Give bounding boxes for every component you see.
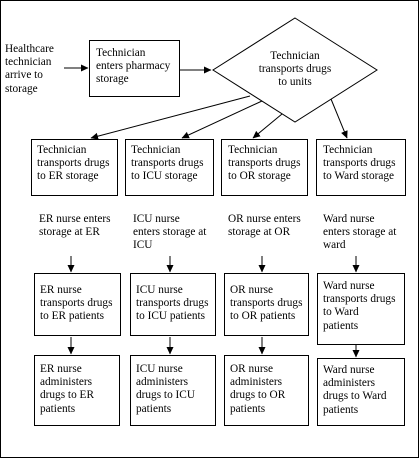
ward-enter-storage-label: Ward nurse enters storage at ward [323, 213, 397, 252]
arrow-decision-to-ward-storage [331, 99, 347, 138]
er-storage-label: Technician transports drugs to ER storage [37, 144, 110, 183]
pharmacy-storage-label: Technician enters pharmacy storage [96, 47, 171, 86]
arrow-decision-to-icu-storage [182, 101, 262, 138]
ward-administer-label: Ward nurse administers drugs to Ward patients [323, 364, 387, 416]
or-enter-storage-label: OR nurse enters storage at OR [228, 213, 301, 239]
icu-administer-label: ICU nurse administers drugs to ICU patients [136, 363, 195, 415]
icu-transport-patients-label: ICU nurse transports drugs to ICU patients [136, 284, 209, 323]
ward-storage-label: Technician transports drugs to Ward storage [323, 144, 396, 183]
icu-storage-label: Technician transports drugs to ICU storage [131, 144, 204, 183]
start-label: Healthcare technician arrive to storage [5, 43, 54, 95]
er-administer-label: ER nurse administers drugs to ER patients [40, 363, 94, 415]
or-transport-patients-label: OR nurse transports drugs to OR patients [230, 284, 303, 323]
er-transport-patients-label: ER nurse transports drugs to ER patients [40, 284, 113, 323]
arrow-decision-to-or-storage [253, 114, 282, 138]
decision-label: Technician transports drugs to units [258, 50, 332, 89]
arrow-decision-to-er-storage [91, 96, 250, 138]
icu-enter-storage-label: ICU nurse enters storage at ICU [133, 213, 207, 252]
er-enter-storage-label: ER nurse enters storage at ER [39, 213, 111, 239]
or-administer-label: OR nurse administers drugs to OR patients [230, 363, 286, 415]
or-storage-label: Technician transports drugs to OR storage [228, 144, 301, 183]
ward-transport-patients-label: Ward nurse transports drugs to Ward patients [323, 280, 396, 332]
